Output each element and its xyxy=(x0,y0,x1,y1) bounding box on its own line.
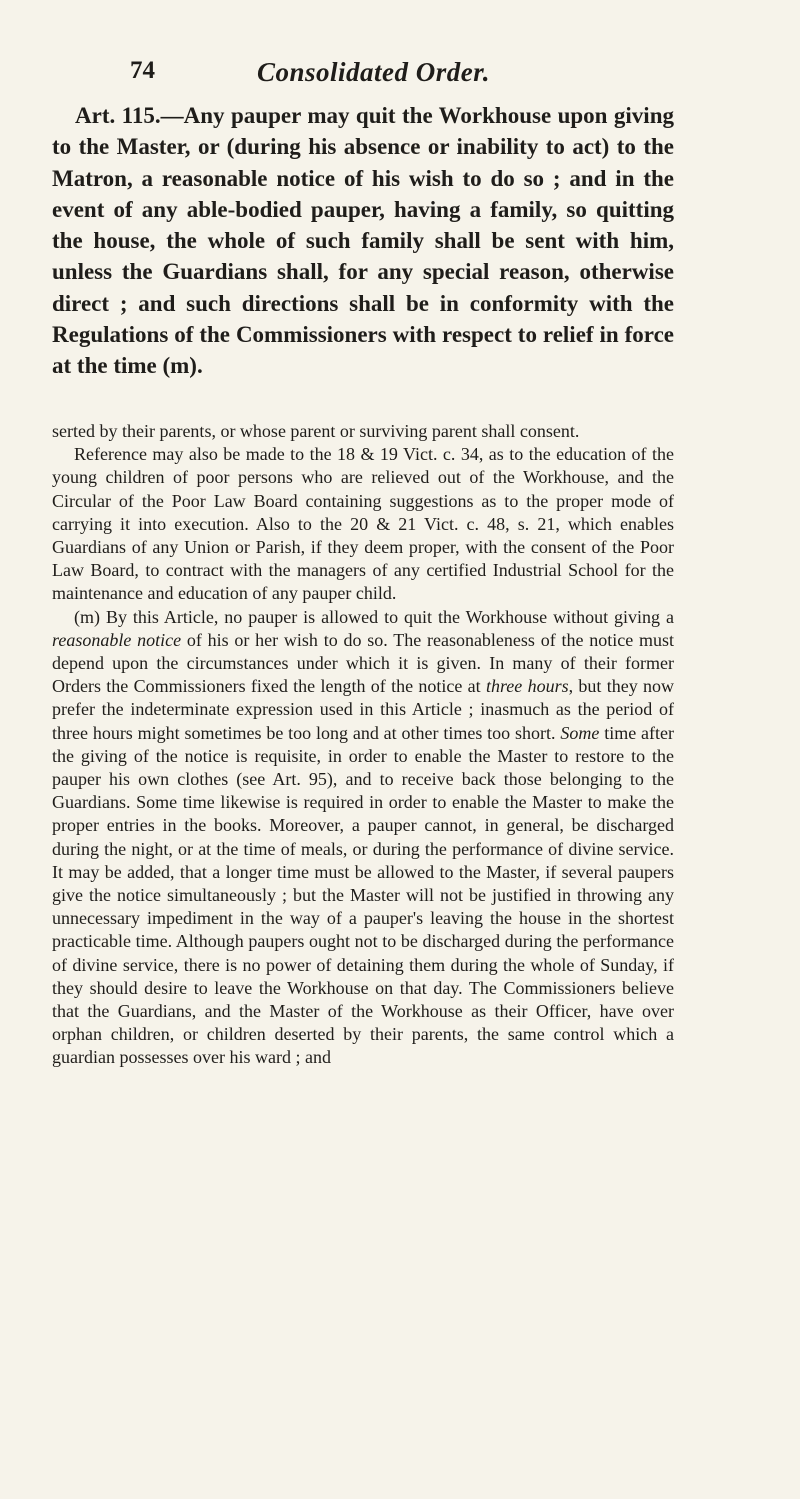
footnote-continuation: serted by their parents, or whose parent or surviving parent shall consent. xyxy=(52,421,580,441)
footnote-reference-paragraph: Reference may also be made to the 18 & 19 Vict. c. 34, as to the education of the young children of poor persons who are relieved out of the Workhouse, and the Circular of the Poor Law Board containing suggestions as to the proper mode of carrying it into execution. Also to the 20 & 21 Vict. c. 48, s. 21, which enables Guardians of any Union or Parish, if they deem proper, with the consent of the Poor Law Board, to contract with the managers of any certified Industrial School for the maintenance and education of any pauper child. xyxy=(52,444,674,604)
page-number: 74 xyxy=(130,57,155,84)
article-label: Art. 115. xyxy=(75,103,161,128)
footnote-m-text-4: time after the giving of the notice is requisite, in order to enable the Master to restore to the pauper his own clothes (see Art. 95), and to receive back those belonging to the Guardians. Some time likewise is required in order to enable the Master to make the proper entries in the books. Moreover, a pauper cannot, in general, be discharged during the night, or at the time of meals, or during the performance of divine service. It may be added, that a longer time must be allowed to the Master, if several paupers give the notice simultaneously ; but the Master will not be justified in throwing any unnecessary impediment in the way of a pauper's leaving the house in the shortest practicable time. Although paupers ought not to be discharged during the performance of divine service, there is no power of detaining them during the whole of Sunday, if they should desire to leave the Workhouse on that day. The Commissioners believe that the Guardians, and the Master of the Workhouse as their Officer, have over orphan children, or children deserted by their parents, the same control which a guardian possesses over his ward ; and xyxy=(52,722,675,1068)
running-title: Consolidated Order. xyxy=(257,57,491,87)
emphasis-some: Some xyxy=(560,722,600,743)
footnote-m-text-2: of his or her wish to do so. The reasonableness of the notice must depend upon the circumstances under which it is given. In many of their former Orders the Commissioners fixed the length of the notice at xyxy=(52,629,674,697)
emphasis-reasonable-notice: reasonable notice xyxy=(52,629,182,650)
footnotes xyxy=(52,420,674,1070)
article-paragraph xyxy=(52,100,674,382)
footnote-m-text-1: By this Article, no pauper is allowed to quit the Workhouse without giving a xyxy=(100,606,674,627)
footnote-m-marker: (m) xyxy=(74,606,100,627)
article-115 xyxy=(52,100,674,382)
emphasis-three-hours: three hours xyxy=(485,676,569,697)
footnote-m xyxy=(52,606,674,1070)
article-text: —Any pauper may quit the Workhouse upon giving to the Master, or (during his absence or inability to act) to the Matron, a reasonable notice of his wish to do so ; and in the event of any able-bodied pauper, having a family, so quitting the house, the whole of such family shall be sent with him, unless the Guardians shall, for any special reason, otherwise direct ; and such directions shall be in conformity with the Regulations of the Commissioners with respect to relief in force at the time (m). xyxy=(52,103,674,379)
footnote-m-text-3: , but they now prefer the indeterminate expression used in this Article ; inasmuch as the period of three hours might sometimes be too long and at other times too short. xyxy=(52,676,674,743)
